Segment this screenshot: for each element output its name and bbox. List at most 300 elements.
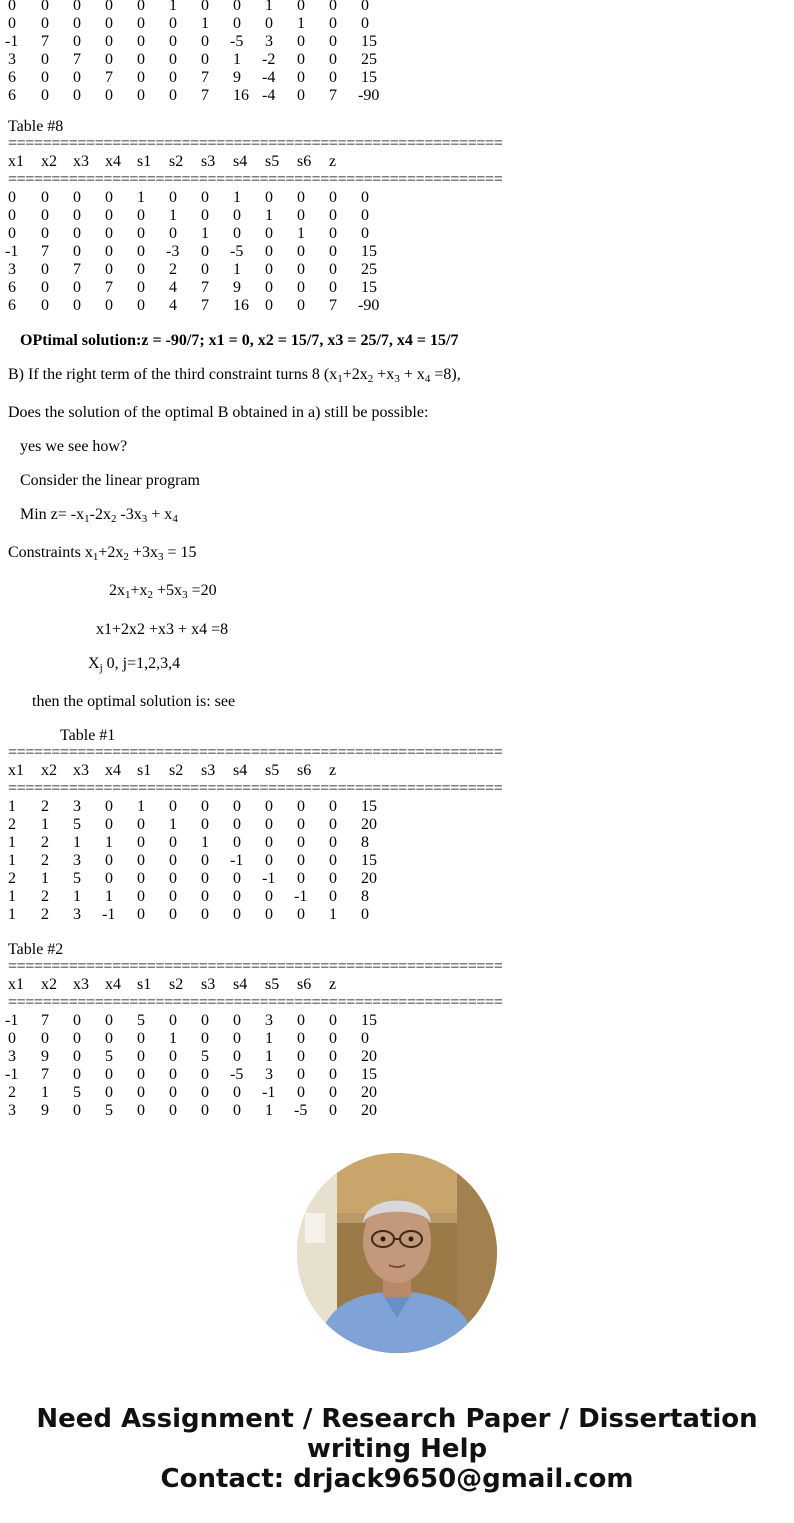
table-cell: 0 [297, 189, 305, 206]
table-cell: 0 [265, 906, 273, 923]
table-cell: 7 [329, 87, 337, 104]
table-cell: 0 [73, 243, 81, 260]
table-cell: 0 [297, 0, 305, 14]
table-cell: 5 [73, 870, 81, 887]
table-cell: 7 [41, 1066, 49, 1083]
constraint-2: $2x_1+x_2 +5x_3 =20$ [109, 582, 217, 601]
table-cell: -1 [5, 1066, 19, 1083]
table-cell: 1 [73, 888, 81, 905]
table-cell: 0 [233, 1012, 241, 1029]
table-cell: 0 [137, 852, 145, 869]
table-cell: 1 [41, 816, 49, 833]
table-cell: 7 [73, 261, 81, 278]
table-cell: 0 [329, 1012, 337, 1029]
table-cell: 0 [105, 189, 113, 206]
table-cell: 0 [73, 1066, 81, 1083]
table-cell: 0 [297, 297, 305, 314]
table-cell: 7 [201, 279, 209, 296]
table-cell: -5 [230, 33, 244, 50]
table-1-title: Table #1 [60, 727, 116, 744]
table-cell: 1 [169, 816, 177, 833]
column-header: s4 [233, 762, 248, 779]
table-8-title: Table #8 [8, 118, 64, 135]
separator-line: ========================================================= [8, 744, 503, 761]
table-cell: 0 [73, 279, 81, 296]
table-cell: 0 [137, 1048, 145, 1065]
table-cell: 0 [137, 225, 145, 242]
column-header: s2 [169, 762, 184, 779]
table-cell: 0 [233, 225, 241, 242]
table-cell: 0 [361, 207, 369, 224]
banner-contact: Contact: drjack9650@gmail.com [160, 1464, 634, 1494]
column-header: s5 [265, 153, 280, 170]
table-cell: 3 [265, 1066, 273, 1083]
column-header: s3 [201, 976, 216, 993]
table-cell: -5 [294, 1102, 308, 1119]
table-cell: 0 [297, 834, 305, 851]
table-cell: 7 [73, 51, 81, 68]
table-cell: 0 [169, 1084, 177, 1101]
table-cell: 0 [105, 0, 113, 14]
column-header: x2 [41, 976, 57, 993]
column-header: x3 [73, 153, 89, 170]
constraint-1: Constraints $x_1+2x_2 +3x_3 = 15$ [8, 544, 197, 563]
table-cell: 0 [329, 798, 337, 815]
table-cell: 0 [137, 51, 145, 68]
table-cell: -4 [262, 69, 276, 86]
table-cell: 0 [41, 297, 49, 314]
table-cell: 0 [201, 906, 209, 923]
table-cell: 0 [297, 852, 305, 869]
table-cell: 0 [201, 1066, 209, 1083]
table-cell: 1 [265, 0, 273, 14]
yes-text: yes we see how? [20, 438, 128, 455]
banner-line-2: writing Help [306, 1434, 488, 1464]
table-cell: 1 [201, 15, 209, 32]
table-cell: 0 [8, 189, 16, 206]
table-cell: 0 [297, 1084, 305, 1101]
table-cell: 16 [233, 87, 249, 104]
table-cell: 0 [233, 1030, 241, 1047]
table-cell: 0 [137, 261, 145, 278]
table-cell: 0 [137, 243, 145, 260]
table-cell: -90 [358, 87, 380, 104]
question-text: Does the solution of the optimal B obtained in a) still be possible: [8, 404, 429, 421]
table-cell: 0 [105, 15, 113, 32]
table-cell: 0 [201, 51, 209, 68]
table-cell: 0 [137, 0, 145, 14]
table-cell: 0 [329, 1030, 337, 1047]
table-2-title: Table #2 [8, 941, 64, 958]
table-cell: 15 [361, 33, 377, 50]
table-cell: 0 [265, 888, 273, 905]
table-cell: 0 [329, 0, 337, 14]
table-cell: 16 [233, 297, 249, 314]
table-cell: 1 [201, 834, 209, 851]
column-header: x1 [8, 153, 24, 170]
table-cell: 0 [329, 225, 337, 242]
column-header: x4 [105, 762, 121, 779]
table-cell: 0 [329, 852, 337, 869]
table-cell: 0 [105, 261, 113, 278]
table-cell: 0 [233, 15, 241, 32]
table-cell: 1 [169, 207, 177, 224]
table-cell: 0 [41, 207, 49, 224]
objective-function: Min $z= -x_1-2x_2$ $-3x_3 + x_4$ [20, 506, 178, 525]
table-cell: 0 [297, 906, 305, 923]
column-header: s3 [201, 153, 216, 170]
table-cell: 0 [265, 798, 273, 815]
table-cell: 0 [201, 0, 209, 14]
table-cell: 5 [73, 816, 81, 833]
table-cell: 0 [137, 834, 145, 851]
table-cell: 2 [41, 888, 49, 905]
table-cell: 0 [73, 69, 81, 86]
table-cell: 6 [8, 279, 16, 296]
column-header: s2 [169, 976, 184, 993]
column-header: x4 [105, 976, 121, 993]
table-cell: 8 [361, 834, 369, 851]
column-header: z [329, 762, 337, 779]
table-cell: 1 [265, 207, 273, 224]
table-cell: -1 [230, 852, 244, 869]
table-cell: 9 [41, 1048, 49, 1065]
column-header: x3 [73, 762, 89, 779]
table-cell: 0 [233, 1048, 241, 1065]
table-cell: 0 [329, 189, 337, 206]
table-cell: 0 [201, 852, 209, 869]
table-cell: 0 [233, 888, 241, 905]
table-cell: 0 [265, 834, 273, 851]
table-cell: -1 [5, 33, 19, 50]
table-cell: 0 [329, 243, 337, 260]
optimal-solution: OPtimal solution:z = -90/7; x1 = 0, x2 = 15/7, x3 = 25/7, x4 = 15/7 [20, 332, 459, 349]
table-cell: 0 [329, 870, 337, 887]
table-cell: 0 [201, 888, 209, 905]
table-cell: 0 [41, 261, 49, 278]
table-cell: 20 [361, 870, 377, 887]
table-cell: 0 [201, 261, 209, 278]
table-cell: 0 [329, 51, 337, 68]
table-cell: 0 [265, 297, 273, 314]
column-header: s5 [265, 762, 280, 779]
table-cell: 15 [361, 1066, 377, 1083]
table-cell: 0 [201, 798, 209, 815]
column-header: s6 [297, 762, 312, 779]
table-cell: 1 [41, 1084, 49, 1101]
table-cell: 0 [137, 1084, 145, 1101]
table-cell: 0 [41, 189, 49, 206]
table-cell: 0 [137, 207, 145, 224]
table-cell: 1 [8, 798, 16, 815]
table-cell: 2 [169, 261, 177, 278]
table-cell: 0 [169, 834, 177, 851]
table-cell: 0 [201, 816, 209, 833]
table-cell: 0 [41, 69, 49, 86]
table-cell: 0 [361, 225, 369, 242]
table-cell: 0 [137, 816, 145, 833]
table-cell: 7 [105, 69, 113, 86]
table-cell: 2 [8, 870, 16, 887]
table-cell: -4 [262, 87, 276, 104]
table-cell: 0 [105, 1066, 113, 1083]
table-cell: 0 [297, 870, 305, 887]
table-cell: 0 [265, 243, 273, 260]
table-cell: 1 [73, 834, 81, 851]
table-cell: 0 [265, 261, 273, 278]
table-cell: 0 [297, 33, 305, 50]
column-header: x1 [8, 976, 24, 993]
table-cell: 1 [41, 870, 49, 887]
table-cell: 0 [169, 906, 177, 923]
table-cell: 0 [201, 870, 209, 887]
column-header: s4 [233, 976, 248, 993]
table-cell: 20 [361, 1048, 377, 1065]
table-cell: 0 [169, 51, 177, 68]
table-cell: 6 [8, 297, 16, 314]
table-cell: 0 [169, 870, 177, 887]
table-cell: 0 [169, 888, 177, 905]
table-cell: 2 [41, 798, 49, 815]
table-cell: 0 [361, 0, 369, 14]
table-cell: 0 [73, 33, 81, 50]
table-cell: 3 [8, 1048, 16, 1065]
table-cell: 0 [233, 207, 241, 224]
table-cell: 1 [297, 15, 305, 32]
table-cell: 0 [265, 15, 273, 32]
table-cell: 0 [41, 279, 49, 296]
table-cell: 0 [361, 906, 369, 923]
table-cell: 0 [169, 33, 177, 50]
table-cell: 1 [265, 1102, 273, 1119]
table-cell: 0 [41, 0, 49, 14]
table-cell: 0 [201, 1030, 209, 1047]
column-header: x4 [105, 153, 121, 170]
table-cell: 0 [297, 69, 305, 86]
table-cell: 0 [361, 1030, 369, 1047]
table-cell: 0 [297, 1048, 305, 1065]
table-cell: 0 [329, 207, 337, 224]
table-cell: 0 [8, 0, 16, 14]
table-cell: 25 [361, 261, 377, 278]
table-cell: 4 [169, 279, 177, 296]
table-cell: 0 [105, 1012, 113, 1029]
table-cell: 7 [41, 1012, 49, 1029]
table-cell: 7 [41, 243, 49, 260]
table-cell: 0 [297, 207, 305, 224]
table-cell: 6 [8, 87, 16, 104]
table-cell: 3 [8, 51, 16, 68]
table-cell: 1 [233, 261, 241, 278]
table-cell: 0 [8, 1030, 16, 1047]
table-cell: 1 [297, 225, 305, 242]
table-cell: 0 [265, 189, 273, 206]
table-cell: 0 [233, 798, 241, 815]
table-cell: 7 [201, 69, 209, 86]
table-cell: 7 [41, 33, 49, 50]
table-cell: 5 [137, 1012, 145, 1029]
table-cell: 1 [233, 51, 241, 68]
table-cell: 0 [105, 87, 113, 104]
table-cell: 1 [169, 1030, 177, 1047]
table-cell: -1 [102, 906, 116, 923]
table-cell: 0 [169, 87, 177, 104]
table-cell: 3 [8, 1102, 16, 1119]
table-cell: 0 [105, 297, 113, 314]
table-cell: 0 [73, 1102, 81, 1119]
table-cell: -5 [230, 1066, 244, 1083]
table-cell: 0 [73, 15, 81, 32]
table-cell: 3 [265, 33, 273, 50]
nonnegativity: $X_j$ 0, j=1,2,3,4 [88, 655, 181, 674]
table-cell: 0 [73, 207, 81, 224]
table-cell: 0 [329, 1102, 337, 1119]
table-cell: 0 [201, 189, 209, 206]
table-cell: 1 [329, 906, 337, 923]
table-cell: 7 [329, 297, 337, 314]
table-cell: 25 [361, 51, 377, 68]
table-cell: 0 [105, 243, 113, 260]
table-cell: 1 [8, 852, 16, 869]
table-cell: 0 [233, 1084, 241, 1101]
table-cell: 0 [73, 297, 81, 314]
table-cell: 5 [105, 1102, 113, 1119]
table-cell: 1 [8, 906, 16, 923]
table-cell: 2 [8, 1084, 16, 1101]
table-cell: 0 [41, 51, 49, 68]
column-header: x2 [41, 153, 57, 170]
table-cell: 0 [265, 279, 273, 296]
table-cell: 5 [73, 1084, 81, 1101]
table-cell: 9 [233, 69, 241, 86]
column-header: s2 [169, 153, 184, 170]
table-cell: 0 [265, 816, 273, 833]
table-cell: 0 [233, 816, 241, 833]
table-cell: 0 [73, 189, 81, 206]
table-cell: -1 [5, 243, 19, 260]
table-cell: -2 [262, 51, 276, 68]
column-header: s5 [265, 976, 280, 993]
table-cell: 3 [73, 798, 81, 815]
table-cell: 0 [73, 87, 81, 104]
table-cell: 1 [265, 1048, 273, 1065]
table-cell: 0 [169, 225, 177, 242]
table-cell: 0 [73, 1030, 81, 1047]
table-cell: 6 [8, 69, 16, 86]
table-cell: -1 [262, 870, 276, 887]
table-cell: 0 [105, 225, 113, 242]
table-cell: 0 [233, 0, 241, 14]
table-cell: 0 [329, 15, 337, 32]
table-cell: 0 [73, 1048, 81, 1065]
table-cell: 0 [105, 33, 113, 50]
table-cell: 0 [169, 15, 177, 32]
table-cell: -3 [166, 243, 180, 260]
table-cell: 0 [233, 834, 241, 851]
table-cell: 0 [137, 1030, 145, 1047]
table-cell: 7 [105, 279, 113, 296]
table-cell: 0 [169, 1048, 177, 1065]
table-cell: 1 [137, 189, 145, 206]
table-cell: 1 [105, 834, 113, 851]
column-header: s6 [297, 976, 312, 993]
table-cell: 0 [201, 33, 209, 50]
column-header: s6 [297, 153, 312, 170]
table-cell: 0 [201, 207, 209, 224]
table-cell: 0 [297, 1030, 305, 1047]
table-cell: 15 [361, 1012, 377, 1029]
table-cell: 1 [137, 798, 145, 815]
constraint-3: x1+2x2 +x3 + x4 =8 [96, 621, 229, 638]
author-photo [297, 1153, 497, 1353]
table-cell: 0 [361, 15, 369, 32]
separator-line: ========================================================= [8, 780, 503, 797]
table-cell: 2 [8, 816, 16, 833]
table-cell: 20 [361, 1084, 377, 1101]
table-cell: 3 [8, 261, 16, 278]
table-cell: 0 [297, 261, 305, 278]
table-cell: 0 [297, 243, 305, 260]
table-cell: 1 [105, 888, 113, 905]
table-cell: 0 [329, 888, 337, 905]
table-cell: 1 [201, 225, 209, 242]
table-cell: 1 [265, 1030, 273, 1047]
column-header: x2 [41, 762, 57, 779]
table-cell: 0 [297, 51, 305, 68]
table-cell: 0 [297, 87, 305, 104]
table-cell: 0 [8, 15, 16, 32]
table-cell: 7 [201, 297, 209, 314]
table-cell: 4 [169, 297, 177, 314]
table-cell: 15 [361, 69, 377, 86]
table-cell: 1 [169, 0, 177, 14]
column-header: s3 [201, 762, 216, 779]
table-cell: 9 [233, 279, 241, 296]
table-cell: 0 [137, 1066, 145, 1083]
table-cell: 3 [73, 852, 81, 869]
table-cell: 0 [297, 816, 305, 833]
table-cell: 8 [361, 888, 369, 905]
table-cell: 0 [137, 297, 145, 314]
table-cell: 2 [41, 906, 49, 923]
table-cell: 5 [201, 1048, 209, 1065]
table-cell: 20 [361, 1102, 377, 1119]
table-cell: -1 [294, 888, 308, 905]
then-text: then the optimal solution is: see [32, 693, 236, 710]
table-cell: 0 [329, 834, 337, 851]
table-cell: 0 [201, 1012, 209, 1029]
table-cell: 0 [105, 51, 113, 68]
table-cell: 0 [137, 870, 145, 887]
table-cell: 0 [41, 1030, 49, 1047]
table-cell: 0 [105, 816, 113, 833]
table-cell: 0 [265, 852, 273, 869]
table-cell: -5 [230, 243, 244, 260]
table-cell: 0 [329, 1066, 337, 1083]
table-cell: 0 [137, 888, 145, 905]
table-cell: 0 [201, 243, 209, 260]
table-cell: 0 [105, 798, 113, 815]
table-cell: 0 [137, 69, 145, 86]
consider-text: Consider the linear program [20, 472, 200, 489]
table-cell: 0 [137, 33, 145, 50]
table-cell: 1 [233, 189, 241, 206]
table-cell: 0 [105, 1030, 113, 1047]
table-cell: 0 [137, 15, 145, 32]
table-cell: 0 [8, 225, 16, 242]
table-cell: 0 [169, 852, 177, 869]
table-cell: 0 [169, 69, 177, 86]
